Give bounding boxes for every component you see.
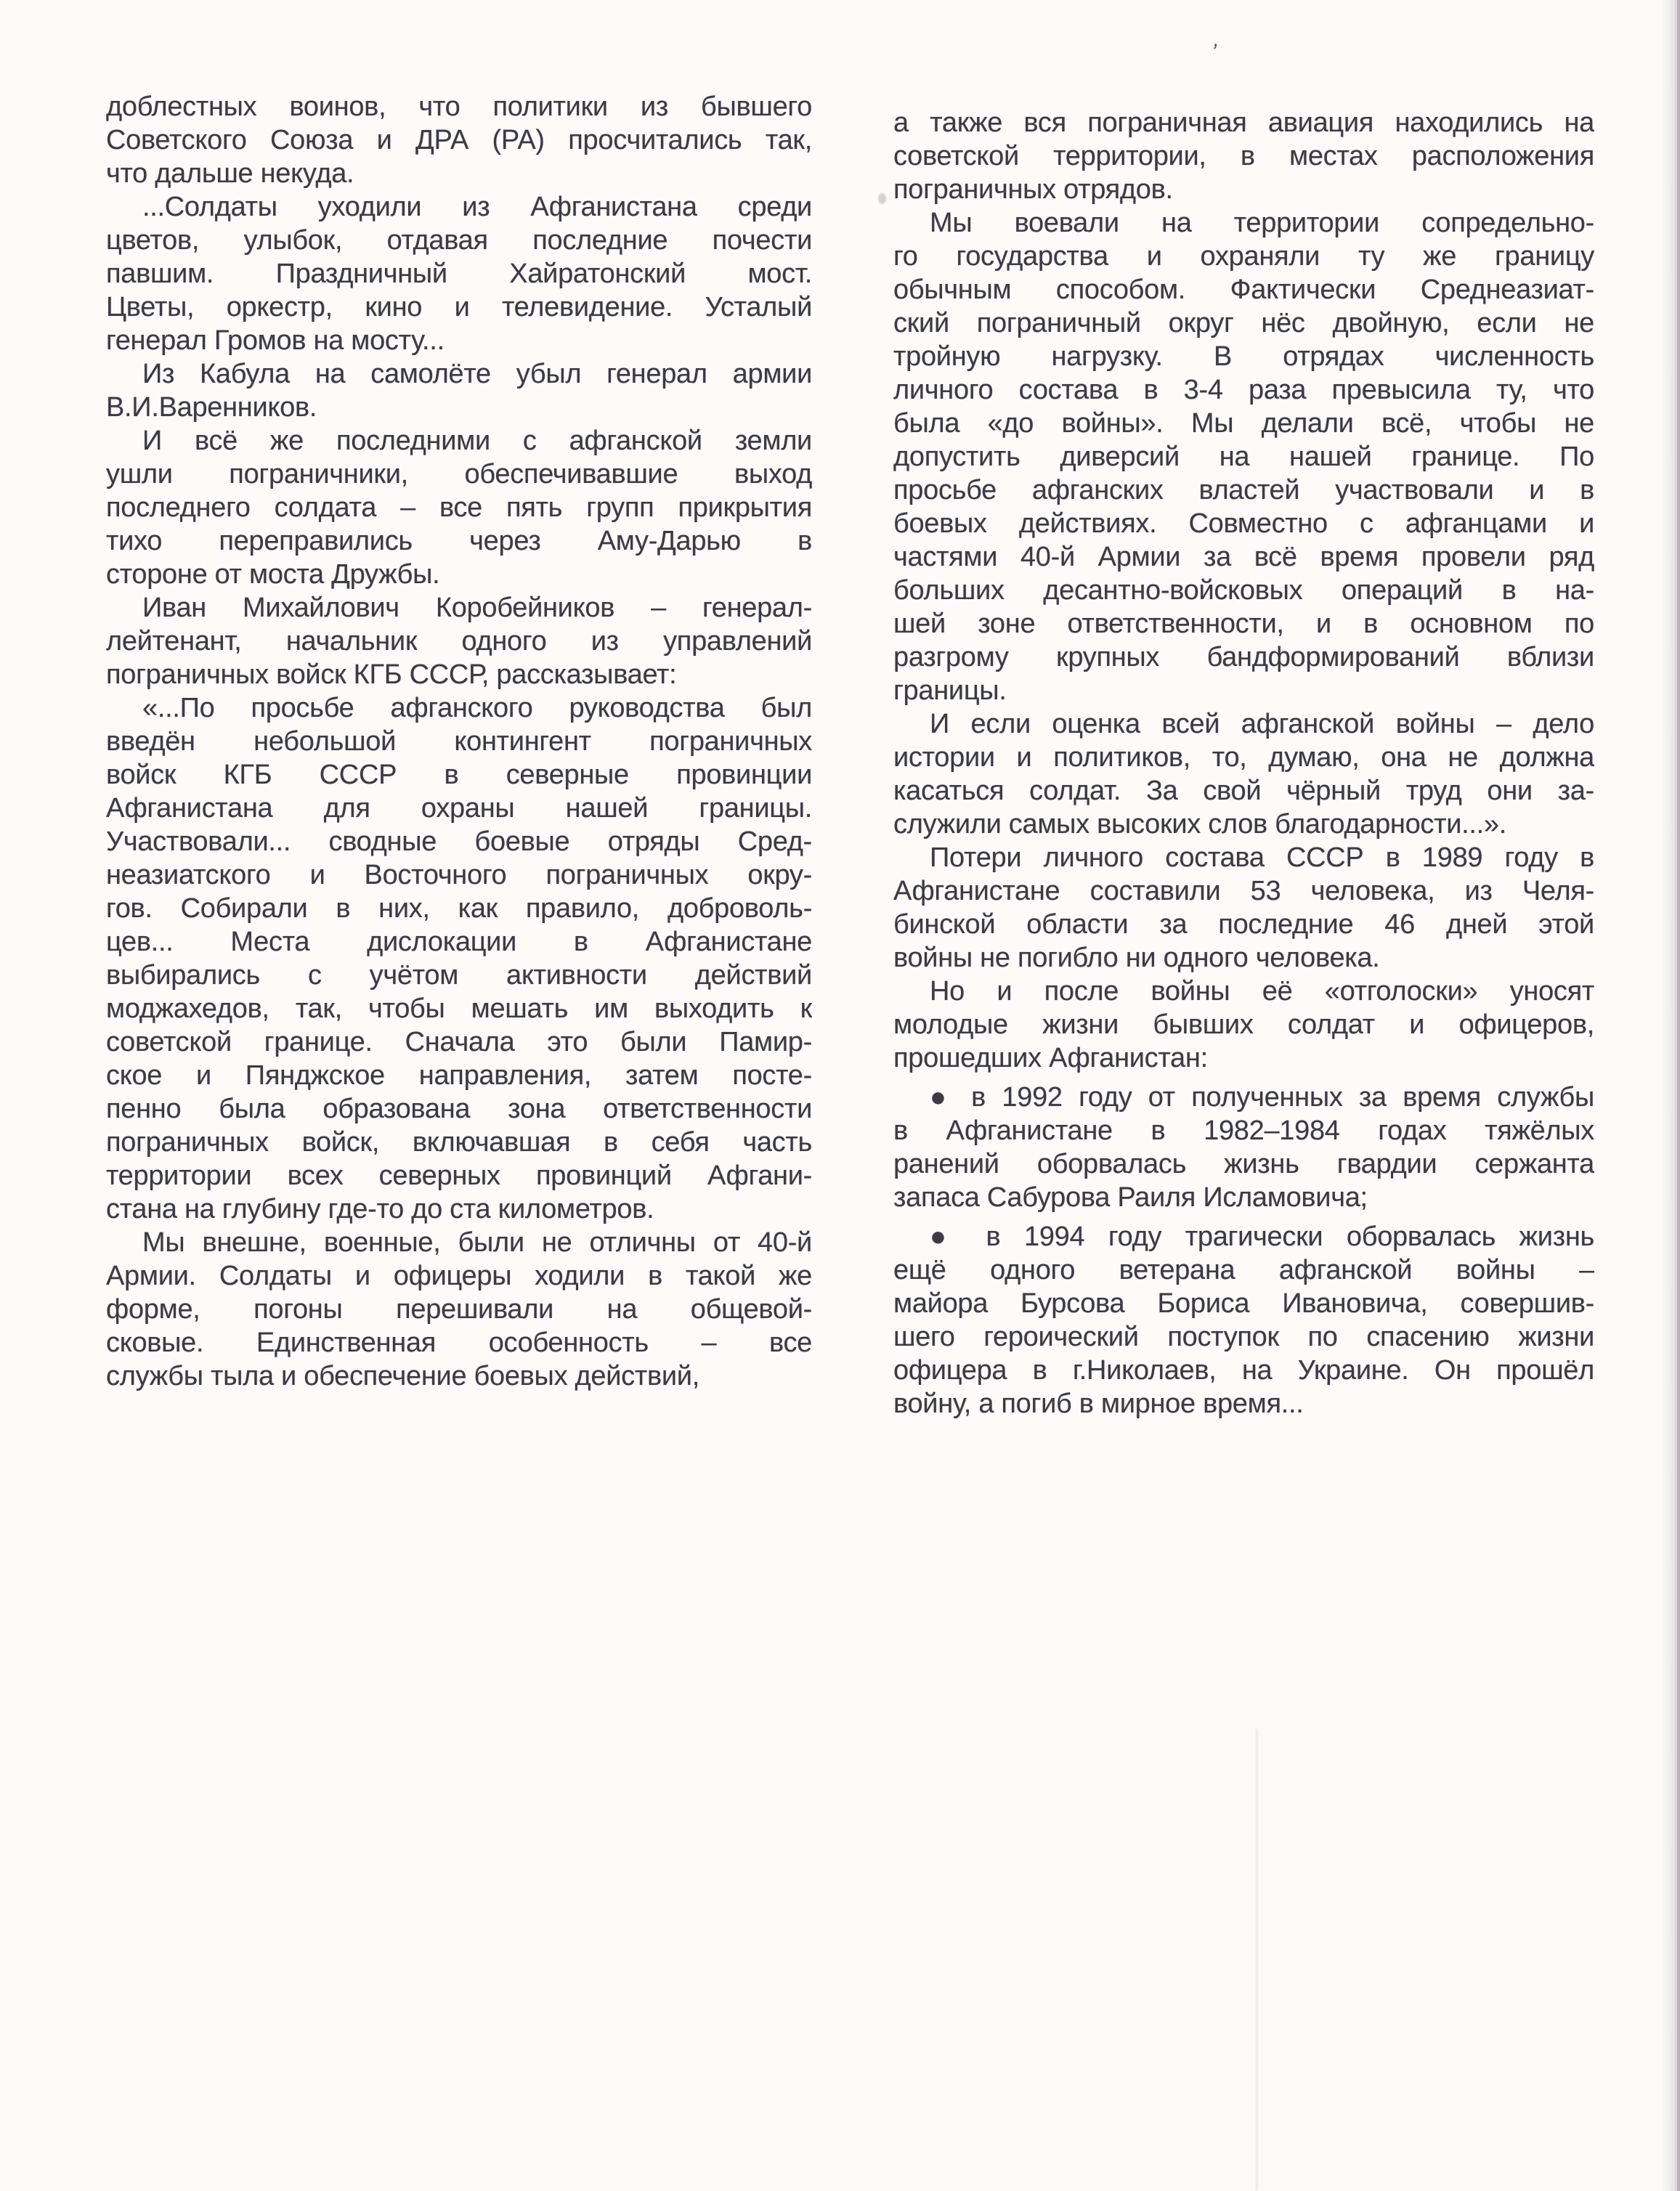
text-line: Из Кабула на самолёте убыл генерал армии	[142, 359, 812, 389]
text-line: ● в 1992 году от полученных за время службы	[930, 1082, 1594, 1113]
text-line: касаться солдат. За свой чёрный труд они за-	[893, 776, 1594, 806]
text-line: И всё же последними с афганской земли	[142, 426, 812, 456]
text-line: обычным способом. Фактически Среднеазиат-	[893, 275, 1594, 305]
text-line: частями 40-й Армии за всё время провели ряд	[893, 542, 1594, 572]
text-line: доблестных воинов, что политики из бывшего	[106, 92, 812, 122]
text-line: шей зоне ответственности, и в основном по	[893, 609, 1594, 639]
text-column-left	[106, 90, 812, 1393]
text-line: цветов, улыбок, отдавая последние почести	[106, 225, 812, 256]
text-line: Советского Союза и ДРА (РА) просчитались так,	[106, 125, 812, 155]
paragraph	[893, 206, 1594, 707]
text-line: истории и политиков, то, думаю, она не должна	[893, 742, 1594, 773]
text-line: бинской области за последние 46 дней этой	[893, 909, 1594, 940]
bullet-paragraph	[893, 1220, 1594, 1420]
bullet-paragraph	[893, 1081, 1594, 1214]
text-line: пенно была образована зона ответственности	[106, 1094, 812, 1124]
paragraph	[893, 707, 1594, 841]
text-line: последнего солдата – все пять групп прикрытия	[106, 492, 812, 523]
paragraph	[106, 591, 812, 691]
text-line: Цветы, оркестр, кино и телевидение. Усталый	[106, 292, 812, 322]
text-line: войск КГБ СССР в северные провинции	[106, 760, 812, 790]
text-line: молодые жизни бывших солдат и офицеров,	[893, 1009, 1594, 1040]
text-line: неазиатского и Восточного пограничных окру-	[106, 860, 812, 890]
text-line: цев... Места дислокации в Афганистане	[106, 927, 812, 957]
text-line: территории всех северных провинций Афгани-	[106, 1160, 812, 1191]
text-line: боевых действиях. Совместно с афганцами и	[893, 508, 1594, 539]
text-line: Афганистана для охраны нашей границы.	[106, 793, 812, 824]
text-line: Мы воевали на территории сопредельно-	[930, 208, 1594, 238]
text-line: моджахедов, так, чтобы мешать им выходить к	[106, 993, 812, 1024]
text-line: больших десантно-войсковых операций в на-	[893, 575, 1594, 606]
text-line: лейтенант, начальник одного из управлений	[106, 626, 812, 657]
text-line: Афганистане составили 53 человека, из Челя-	[893, 876, 1594, 906]
scan-speck-mark: ʼ	[1209, 40, 1220, 65]
text-line: личного состава в 3-4 раза превысила ту, что	[893, 375, 1594, 405]
text-line: Армии. Солдаты и офицеры ходили в такой же	[106, 1261, 812, 1291]
text-line: шего героический поступок по спасению жизни	[893, 1322, 1594, 1352]
paragraph	[106, 1226, 812, 1393]
paragraph	[106, 357, 812, 424]
text-line: что дальше некуда.	[106, 158, 354, 189]
text-line: Участвовали... сводные боевые отряды Сред-	[106, 826, 812, 857]
text-line: сковые. Единственная особенность – все	[106, 1328, 812, 1358]
text-line: офицера в г.Николаев, на Украине. Он прошёл	[893, 1355, 1594, 1386]
text-line: Но и после войны её «отголоски» уносят	[930, 976, 1594, 1007]
text-line: войну, а погиб в мирное время...	[893, 1389, 1304, 1419]
scan-smudge-mark	[878, 193, 886, 204]
text-line: советской границе. Сначала это были Памир-	[106, 1027, 812, 1057]
text-line: Потери личного состава СССР в 1989 году в	[930, 842, 1594, 873]
text-line: форме, погоны перешивали на общевой-	[106, 1294, 812, 1325]
text-line: была «до войны». Мы делали всё, чтобы не	[893, 408, 1594, 439]
text-line: в Афганистане в 1982–1984 годах тяжёлых	[893, 1115, 1594, 1146]
text-line: службы тыла и обеспечение боевых действий,	[106, 1361, 699, 1391]
text-line: тройную нагрузку. В отрядах численность	[893, 341, 1594, 372]
scan-streak-line	[1256, 1728, 1258, 2191]
text-line: пограничных войск, включавшая в себя часть	[106, 1127, 812, 1158]
paragraph	[893, 106, 1594, 206]
text-line: а также вся пограничная авиация находились на	[893, 107, 1594, 138]
text-line: ушли пограничники, обеспечивавшие выход	[106, 459, 812, 489]
text-line: павшим. Праздничный Хайратонский мост.	[106, 259, 812, 289]
text-line: И если оценка всей афганской войны – дело	[930, 709, 1594, 739]
text-line: ранений оборвалась жизнь гвардии сержанта	[893, 1149, 1594, 1179]
text-column-right	[893, 106, 1594, 1420]
paragraph	[106, 90, 812, 190]
text-line: Иван Михайлович Коробейников – генерал-	[142, 593, 812, 623]
paragraph	[106, 424, 812, 591]
text-line: введён небольшой контингент пограничных	[106, 726, 812, 757]
text-line: просьбе афганских властей участвовали и в	[893, 475, 1594, 505]
text-line: допустить диверсий на нашей границе. По	[893, 442, 1594, 472]
text-line: стана на глубину где-то до ста километров.	[106, 1194, 654, 1224]
text-line: служили самых высоких слов благодарности...».	[893, 809, 1507, 840]
paragraph	[893, 975, 1594, 1075]
text-line: разгрому крупных бандформирований вблизи	[893, 642, 1594, 672]
text-line: стороне от моста Дружбы.	[106, 559, 440, 590]
paragraph	[106, 190, 812, 357]
text-line: Мы внешне, военные, были не отличны от 40-й	[142, 1227, 812, 1258]
text-line: советской территории, в местах расположения	[893, 141, 1594, 171]
text-line: ● в 1994 году трагически оборвалась жизнь	[930, 1221, 1594, 1252]
text-line: запаса Сабурова Раиля Исламовича;	[893, 1182, 1368, 1213]
text-line: выбирались с учётом активности действий	[106, 960, 812, 991]
text-line: ское и Пянджское направления, затем посте-	[106, 1060, 812, 1091]
text-line: гов. Собирали в них, как правило, доброволь-	[106, 893, 812, 924]
text-line: пограничных отрядов.	[893, 174, 1173, 205]
text-line: пограничных войск КГБ СССР, рассказывает:	[106, 659, 677, 690]
text-line: В.И.Варенников.	[106, 392, 317, 423]
text-line: границы.	[893, 675, 1007, 706]
text-line: генерал Громов на мосту...	[106, 325, 445, 356]
text-line: го государства и охраняли ту же границу	[893, 241, 1594, 272]
text-line: ещё одного ветерана афганской войны –	[893, 1255, 1594, 1285]
paragraph	[893, 841, 1594, 975]
text-line: ...Солдаты уходили из Афганистана среди	[142, 192, 812, 222]
paragraph	[106, 691, 812, 1226]
text-line: тихо переправились через Аму-Дарью в	[106, 526, 812, 556]
text-line: майора Бурсова Бориса Ивановича, совершив-	[893, 1288, 1594, 1319]
text-line: прошедших Афганистан:	[893, 1043, 1208, 1073]
text-line: «...По просьбе афганского руководства был	[142, 693, 812, 723]
scan-edge-line	[1677, 0, 1680, 2191]
text-line: ский пограничный округ нёс двойную, если не	[893, 308, 1594, 338]
text-line: войны не погибло ни одного человека.	[893, 943, 1380, 973]
